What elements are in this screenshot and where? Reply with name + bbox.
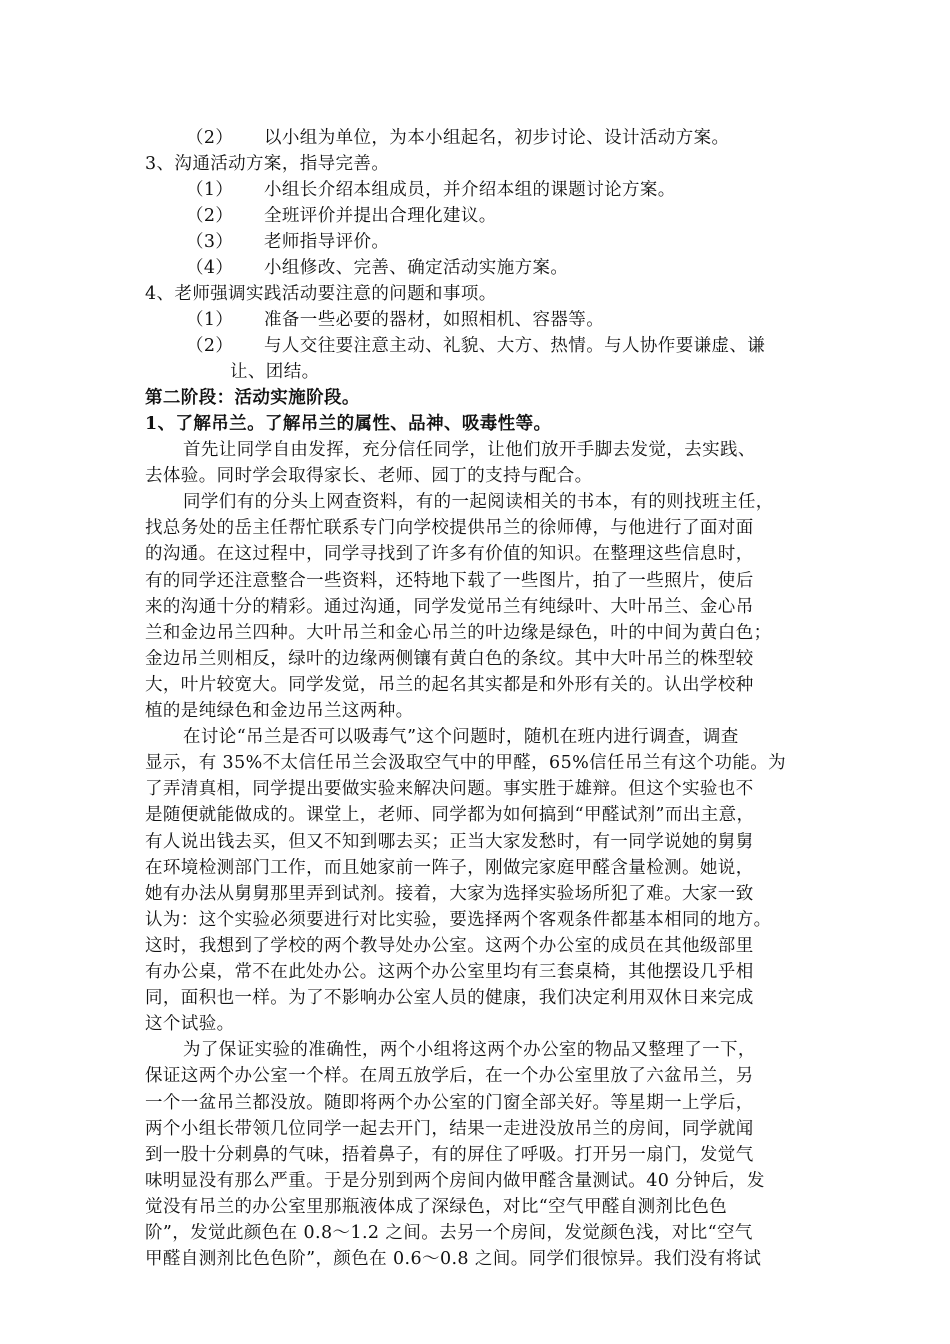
item-text: 小组长介绍本组成员，并介绍本组的课题讨论方案。 (264, 180, 676, 200)
item-text: 老师指导评价。 (264, 232, 390, 252)
paragraph-line: 去体验。同时学会取得家长、老师、园丁的支持与配合。 (145, 466, 593, 486)
item-number: （4） (186, 258, 234, 278)
paragraph-line: 金边吊兰则相反，绿叶的边缘两侧镶有黄白色的条纹。其中大叶吊兰的株型较 (145, 649, 754, 669)
item-number: （1） (186, 310, 234, 330)
paragraph-line: 到一股十分刺鼻的气味，捂着鼻子，有的屏住了呼吸。打开另一扇门，发觉气 (145, 1145, 754, 1165)
paragraph-line: 有人说出钱去买，但又不知到哪去买；正当大家发愁时，有一同学说她的舅舅 (145, 832, 754, 852)
item-text: 全班评价并提出合理化建议。 (264, 206, 497, 226)
item-text: 以小组为单位，为本小组起名，初步讨论、设计活动方案。 (264, 128, 730, 148)
paragraph-line: 保证这两个办公室一个样。在周五放学后，在一个办公室里放了六盆吊兰，另 (145, 1066, 754, 1086)
paragraph-line: 大，叶片较宽大。同学发觉，吊兰的起名其实都是和外形有关的。认出学校种 (145, 675, 754, 695)
item-number: （2） (186, 336, 234, 356)
paragraph-first-line: 首先让同学自由发挥，充分信任同学，让他们放开手脚去发觉，去实践、 (183, 440, 756, 460)
item-number: （2） (186, 128, 234, 148)
stage-subheading: 1、了解吊兰。了解吊兰的属性、品神、吸毒性等。 (145, 414, 552, 434)
paragraph-line: 在环境检测部门工作，而且她家前一阵子，刚做完家庭甲醛含量检测。她说， (145, 858, 754, 878)
paragraph-line: 植的是纯绿色和金边吊兰这两种。 (145, 701, 414, 721)
paragraph-line: 兰和金边吊兰四种。大叶吊兰和金心吊兰的叶边缘是绿色，叶的中间为黄白色； (145, 623, 772, 643)
item-text: 准备一些必要的器材，如照相机、容器等。 (264, 310, 605, 330)
paragraph-line: 一个一盆吊兰都没放。随即将两个办公室的门窗全部关好。等星期一上学后， (145, 1093, 754, 1113)
step-heading-4: 4、老师强调实践活动要注意的问题和事项。 (145, 284, 497, 304)
paragraph-line: 有的同学还注意整合一些资料，还特地下载了一些图片，拍了一些照片，使后 (145, 571, 754, 591)
paragraph-first-line: 为了保证实验的准确性，两个小组将这两个办公室的物品又整理了一下， (183, 1040, 756, 1060)
paragraph-line: 同，面积也一样。为了不影响办公室人员的健康，我们决定利用双休日来完成 (145, 988, 754, 1008)
item-number: （2） (186, 206, 234, 226)
item-text: 与人交往要注意主动、礼貌、大方、热情。与人协作要谦虚、谦 (264, 336, 766, 356)
paragraph-line: 两个小组长带领几位同学一起去开门，结果一走进没放吊兰的房间，同学就闻 (145, 1119, 754, 1139)
paragraph-first-line: 在讨论“吊兰是否可以吸毒气”这个问题时，随机在班内进行调查，调查 (183, 727, 739, 747)
list-item-continuation: 让、团结。 (230, 362, 320, 382)
paragraph-line: 的沟通。在这过程中，同学寻找到了许多有价值的知识。在整理这些信息时， (145, 544, 754, 564)
paragraph-line: 这个试验。 (145, 1014, 235, 1034)
item-text: 小组修改、完善、确定活动实施方案。 (264, 258, 569, 278)
item-number: （1） (186, 180, 234, 200)
item-number: （3） (186, 232, 234, 252)
paragraph-line: 甲醛自测剂比色色阶”，颜色在 0.6～0.8 之间。同学们很惊异。我们没有将试 (145, 1249, 762, 1269)
paragraph-line: 显示，有 35%不太信任吊兰会汲取空气中的甲醛，65%信任吊兰有这个功能。为 (145, 753, 787, 773)
paragraph-line: 觉没有吊兰的办公室里那瓶液体成了深绿色，对比“空气甲醛自测剂比色色 (145, 1197, 728, 1217)
paragraph-line: 来的沟通十分的精彩。通过沟通，同学发觉吊兰有纯绿叶、大叶吊兰、金心吊 (145, 597, 754, 617)
paragraph-line: 是随便就能做成的。课堂上，老师、同学都为如何搞到“甲醛试剂”而出主意， (145, 805, 755, 825)
step-heading-3: 3、沟通活动方案，指导完善。 (145, 154, 390, 174)
paragraph-line: 味明显没有那么严重。于是分别到两个房间内做甲醛含量测试。40 分钟后，发 (145, 1171, 765, 1191)
paragraph-line: 认为：这个实验必须要进行对比实验，要选择两个客观条件都基本相同的地方。 (145, 910, 772, 930)
stage-heading: 第二阶段：活动实施阶段。 (145, 388, 360, 408)
paragraph-line: 找总务处的岳主任帮忙联系专门向学校提供吊兰的徐师傅，与他进行了面对面 (145, 518, 754, 538)
paragraph-line: 这时，我想到了学校的两个教导处办公室。这两个办公室的成员在其他级部里 (145, 936, 754, 956)
paragraph-line: 阶”，发觉此颜色在 0.8～1.2 之间。去另一个房间，发觉颜色浅，对比“空气 (145, 1223, 753, 1243)
paragraph-line: 她有办法从舅舅那里弄到试剂。接着，大家为选择实验场所犯了难。大家一致 (145, 884, 754, 904)
paragraph-line: 有办公桌，常不在此处办公。这两个办公室里均有三套桌椅，其他摆设几乎相 (145, 962, 754, 982)
paragraph-first-line: 同学们有的分头上网查资料，有的一起阅读相关的书本，有的则找班主任， (183, 492, 774, 512)
paragraph-line: 了弄清真相，同学提出要做实验来解决问题。事实胜于雄辩。但这个实验也不 (145, 779, 754, 799)
